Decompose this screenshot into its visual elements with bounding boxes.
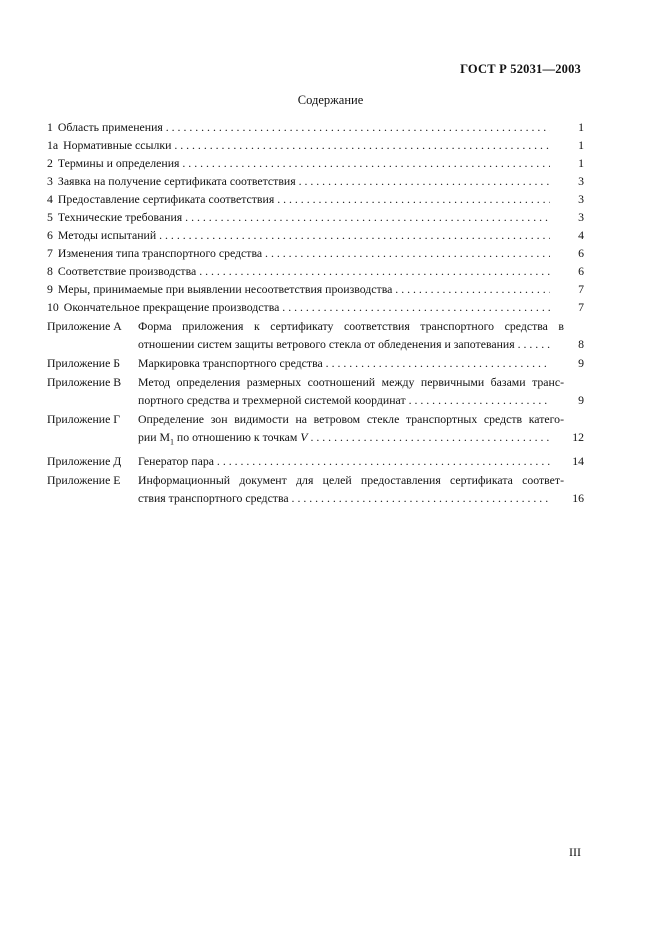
toc-entry-page: 3 (578, 174, 584, 188)
appendix-prefix: Приложение В (47, 375, 122, 389)
appendix-title-line2: портного средства и трехмерной системой координат . . . (138, 391, 550, 409)
toc-appendix-entry[interactable] (47, 452, 584, 470)
toc-entry[interactable] (47, 298, 584, 316)
toc-title: Содержание (297, 93, 364, 107)
toc-entry-page: 6 (578, 246, 584, 260)
toc-entry-number: 1a (47, 138, 59, 152)
toc-entry-page: 1 (578, 120, 584, 134)
toc-entry-number: 10 (47, 300, 59, 314)
toc-entry-number: 6 (47, 228, 53, 242)
toc-entry-title: Изменения типа транспортного средства . . . (58, 244, 550, 262)
toc-entry[interactable] (47, 226, 584, 244)
toc-entry-page: 3 (578, 192, 584, 206)
toc-entry[interactable] (47, 154, 584, 172)
toc-entry-page: 1 (578, 138, 584, 152)
toc-entry-number: 5 (47, 210, 53, 224)
appendix-title-line1: Форма приложения к сертификату соответствия транспортного средства в (138, 319, 564, 333)
appendix-title: Маркировка транспортного средства . . . (138, 354, 550, 372)
toc-entry-page: 9 (578, 393, 584, 407)
toc-entry-title: Заявка на получение сертификата соответствия . . . (58, 172, 550, 190)
toc-entry-number: 8 (47, 264, 53, 278)
appendix-title: Генератор пара . . . (138, 452, 550, 470)
toc-entry-page: 6 (578, 264, 584, 278)
toc-entry-page: 14 (572, 454, 584, 469)
toc-entry-title: Окончательное прекращение производства . . . (64, 298, 550, 316)
toc-entry[interactable] (47, 136, 584, 154)
toc-entry[interactable] (47, 262, 584, 280)
variable-v: V (300, 430, 308, 444)
toc-entry-number: 3 (47, 174, 53, 188)
appendix-prefix: Приложение Д (47, 454, 122, 469)
toc-entry-number: 4 (47, 192, 53, 206)
appendix-title-line2 (138, 428, 550, 451)
toc-entry-title: Методы испытаний . . . (58, 226, 550, 244)
toc-entry-page: 7 (578, 300, 584, 314)
toc-entry-number: 2 (47, 156, 53, 170)
toc-entry-page: 4 (578, 228, 584, 242)
appendix-title-text: рии М (138, 430, 170, 444)
toc-entry[interactable] (47, 208, 584, 226)
toc-appendix-entry[interactable] (47, 471, 584, 507)
appendix-title-line1: Определение зон видимости на ветровом стекле транспортных средств катего- (138, 412, 564, 426)
appendix-prefix: Приложение Г (47, 412, 121, 426)
toc-entry-title: Нормативные ссылки . . . (63, 136, 550, 154)
appendix-prefix: Приложение А (47, 319, 122, 333)
toc-entry-page: 12 (572, 430, 584, 444)
toc-entry-title: Меры, принимаемые при выявлении несоответствия производства . . . (58, 280, 550, 298)
toc-entry-title: Соответствие производства . . . (58, 262, 550, 280)
toc-entry-page: 16 (572, 491, 584, 506)
toc-entry-number: 7 (47, 246, 53, 260)
toc-entry[interactable] (47, 280, 584, 298)
appendix-title-line1: Метод определения размерных соотношений между первичными базами транс- (138, 375, 564, 389)
toc-entry-page: 1 (578, 156, 584, 170)
subscript-index: 1 (169, 437, 174, 447)
toc-appendix-entry[interactable] (47, 410, 584, 451)
appendix-prefix: Приложение Е (47, 473, 121, 488)
page-number-roman: III (569, 845, 581, 859)
toc-entry-title: Область применения . . . (58, 118, 550, 136)
toc-appendix-entry[interactable] (47, 373, 584, 409)
toc-entry-title: Предоставление сертификата соответствия . . . (58, 190, 550, 208)
toc-entry[interactable] (47, 118, 584, 136)
appendix-prefix: Приложение Б (47, 356, 121, 370)
toc-entry-page: 9 (578, 356, 584, 370)
toc-entry-title: Термины и определения . . . (58, 154, 550, 172)
appendix-title-line2: отношении систем защиты ветрового стекла от обледенения и запотевания . . . (138, 335, 550, 353)
toc-entry-number: 1 (47, 120, 53, 134)
appendix-title-text: по отношению к точкам (173, 430, 301, 444)
standard-number-header: ГОСТ Р 52031—2003 (460, 62, 581, 76)
toc-entry-title: Технические требования . . . (58, 208, 550, 226)
toc-entry[interactable] (47, 244, 584, 262)
toc-entry-page: 8 (578, 337, 584, 351)
toc-entry-number: 9 (47, 282, 53, 296)
toc-entry-page: 3 (578, 210, 584, 224)
toc-appendix-entry[interactable] (47, 317, 584, 353)
toc-entry[interactable] (47, 172, 584, 190)
toc-entry-page: 7 (578, 282, 584, 296)
appendix-title-line2: ствия транспортного средства . . . (138, 489, 550, 507)
toc-entry[interactable] (47, 190, 584, 208)
toc-appendix-entry[interactable] (47, 354, 584, 372)
appendix-title-line1: Информационный документ для целей предоставления сертификата соответ- (138, 473, 564, 488)
table-of-contents (47, 118, 584, 507)
